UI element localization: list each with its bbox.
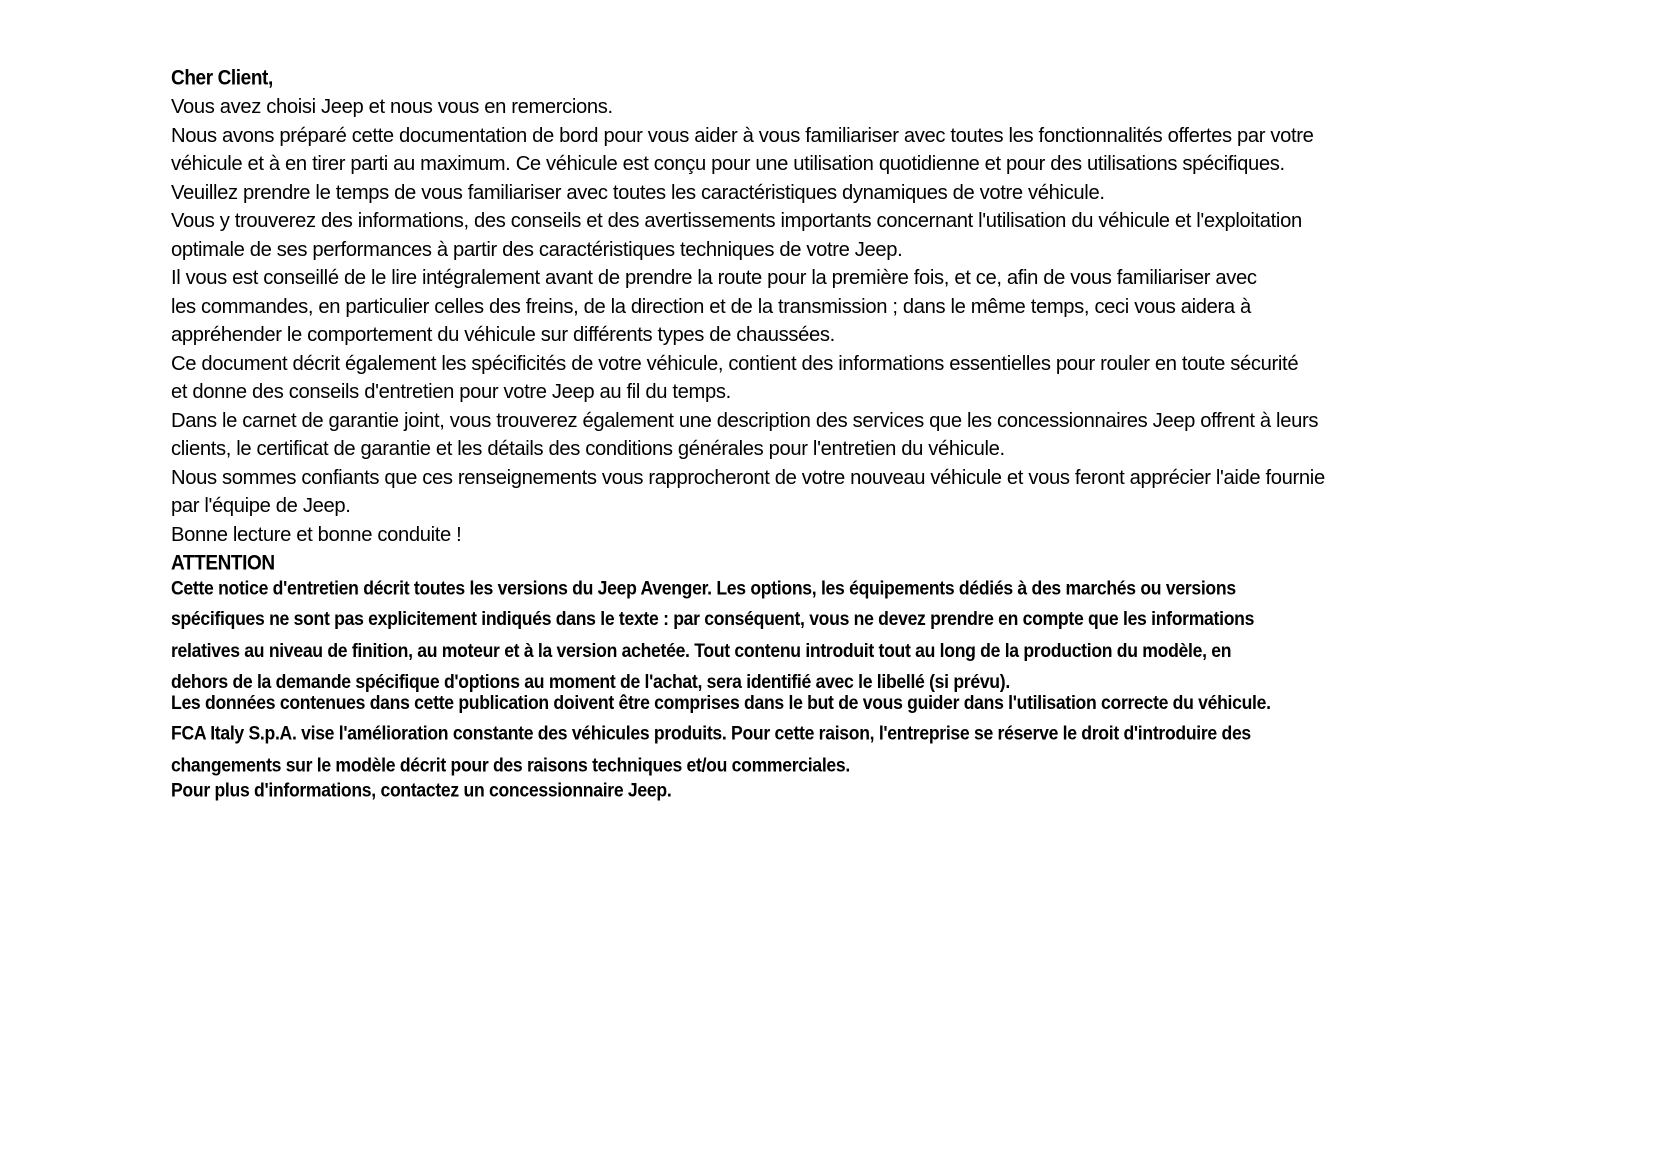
paragraph-line: appréhender le comportement du véhicule sur différents types de chaussées.	[171, 324, 835, 346]
paragraph-line: Bonne lecture et bonne conduite !	[171, 523, 462, 546]
paragraph-thanks	[171, 93, 1531, 122]
attention-line: spécifiques ne sont pas explicitement indiqués dans le texte : par conséquent, vous ne devez prendre en compte que les informations	[171, 607, 1255, 630]
attention-line: Pour plus d'informations, contactez un concessionnaire Jeep.	[171, 779, 672, 802]
paragraph-line: Vous avez choisi Jeep et nous vous en remercions.	[171, 96, 613, 118]
paragraph-line: les commandes, en particulier celles des freins, de la direction et de la transmission ; dans le même temps, ceci vous aidera à	[171, 295, 1251, 318]
paragraph-specifics	[171, 350, 1531, 407]
paragraph-line: véhicule et à en tirer parti au maximum. Ce véhicule est conçu pour une utilisation quotidienne et pour des utilisations spécifiques.	[171, 153, 1285, 175]
paragraph-confidence	[171, 464, 1531, 521]
attention-line: Cette notice d'entretien décrit toutes les versions du Jeep Avenger. Les options, les équipements dédiés à des marchés ou versions	[171, 576, 1236, 599]
paragraph-warranty	[171, 407, 1531, 464]
attention-line: changements sur le modèle décrit pour des raisons techniques et/ou commerciales.	[171, 753, 850, 776]
paragraph-line: Vous y trouverez des informations, des conseils et des avertissements importants concernant l'utilisation du véhicule et l'exploitation	[171, 210, 1302, 232]
attention-heading: ATTENTION	[171, 551, 275, 576]
document-page	[171, 64, 1531, 804]
paragraph-line: et donne des conseils d'entretien pour votre Jeep au fil du temps.	[171, 381, 731, 403]
attention-paragraph-changes	[171, 687, 1531, 780]
attention-paragraph-contact	[171, 775, 1531, 806]
paragraph-advice	[171, 264, 1531, 350]
paragraph-purpose	[171, 122, 1531, 208]
paragraph-line: clients, le certificat de garantie et les détails des conditions générales pour l'entretien du véhicule.	[171, 438, 1005, 460]
paragraph-line: Nous avons préparé cette documentation de bord pour vous aider à vous familiariser avec toutes les fonctionnalités offertes par votre	[171, 124, 1314, 147]
paragraph-contents	[171, 207, 1531, 264]
paragraph-line: optimale de ses performances à partir des caractéristiques techniques de votre Jeep.	[171, 238, 903, 261]
paragraph-line: par l'équipe de Jeep.	[171, 495, 351, 517]
attention-line: Les données contenues dans cette publication doivent être comprises dans le but de vous guider dans l'utilisation correcte du véhicule.	[171, 691, 1271, 714]
paragraph-line: Il vous est conseillé de le lire intégralement avant de prendre la route pour la première fois, et ce, afin de vous familiariser avec	[171, 267, 1257, 289]
paragraph-closing	[171, 521, 1531, 550]
paragraph-line: Ce document décrit également les spécificités de votre véhicule, contient des informations essentielles pour rouler en toute sécurité	[171, 352, 1299, 375]
attention-line: relatives au niveau de finition, au moteur et à la version achetée. Tout contenu introduit tout au long de la production du modèle, en	[171, 638, 1232, 661]
attention-line: dehors de la demande spécifique d'options au moment de l'achat, sera identifié avec le libellé (si prévu).	[171, 670, 1010, 693]
paragraph-line: Nous sommes confiants que ces renseignements vous rapprocheront de votre nouveau véhicule et vous feront apprécier l'aide fournie	[171, 466, 1325, 489]
salutation: Cher Client,	[171, 66, 273, 91]
attention-paragraph-versions	[171, 572, 1531, 697]
paragraph-line: Veuillez prendre le temps de vous familiariser avec toutes les caractéristiques dynamiques de votre véhicule.	[171, 181, 1105, 204]
attention-line: FCA Italy S.p.A. vise l'amélioration constante des véhicules produits. Pour cette raison, l'entreprise se réserve le droit d'introduire des	[171, 722, 1251, 745]
paragraph-line: Dans le carnet de garantie joint, vous trouverez également une description des services que les concessionnaires Jeep offrent à leurs	[171, 409, 1319, 432]
